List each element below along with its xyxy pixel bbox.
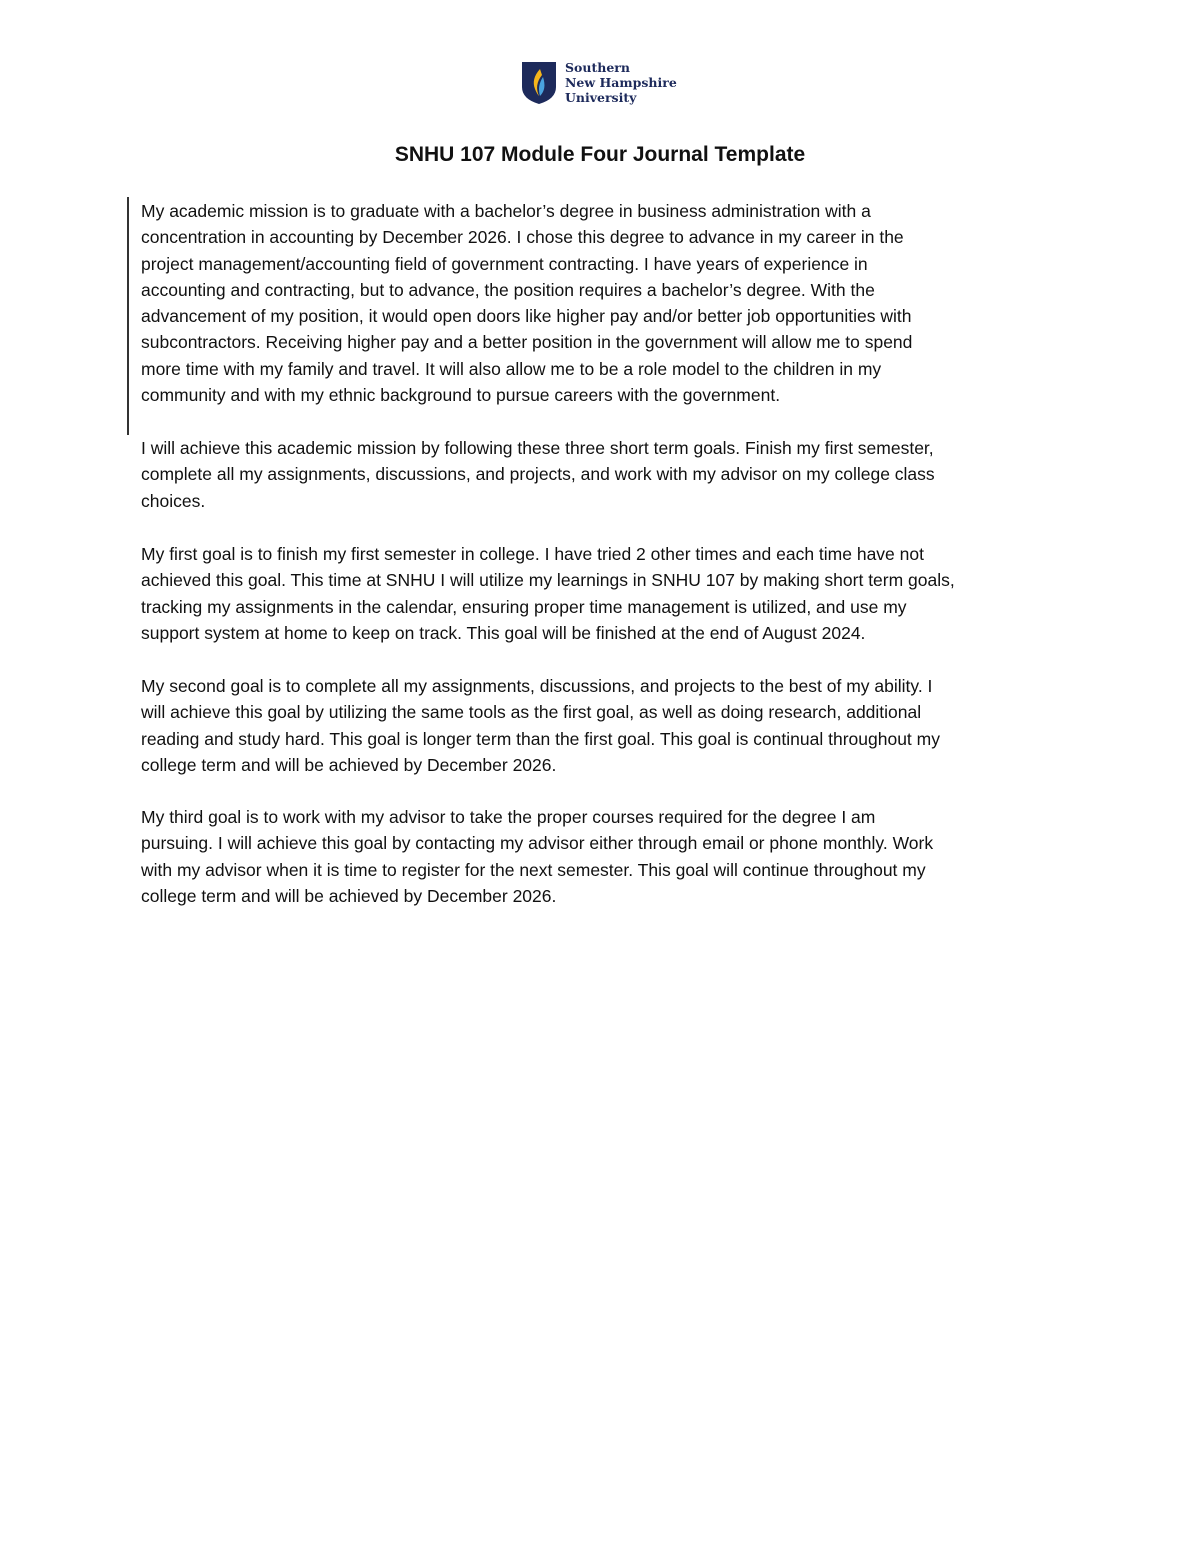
text-line: college term and will be achieved by December 2026. [141,754,557,775]
text-line: accounting and contracting, but to advance, the position requires a bachelor’s degree. With the [141,279,875,300]
text-line: choices. [141,490,206,511]
logo-line: University [565,90,637,105]
text-line: support system at home to keep on track. This goal will be finished at the end of August 2024. [141,622,866,643]
document-title: SNHU 107 Module Four Journal Template [394,143,806,166]
logo-line: Southern [565,60,630,75]
text-line: My academic mission is to graduate with a bachelor’s degree in business administration with a [141,201,871,221]
paragraph-short-term-goals [141,435,935,514]
shield-flame-icon [521,61,557,105]
logo-line: New Hampshire [565,75,677,90]
text-line: pursuing. I will achieve this goal by contacting my advisor either through email or phone monthly. Work [141,833,934,854]
paragraph-second-goal [141,673,940,778]
paragraph-first-goal [141,541,955,646]
text-line: with my advisor when it is time to register for the next semester. This goal will continue throughout my [141,859,926,880]
paragraph-third-goal [141,804,933,909]
text-line: community and with my ethnic background to pursue careers with the government. [141,385,781,406]
text-line: complete all my assignments, discussions, and projects, and work with my advisor on my college class [141,464,935,485]
text-line: My third goal is to work with my advisor to take the proper courses required for the degree I am [141,807,876,827]
text-line: concentration in accounting by December 2026. I chose this degree to advance in my career in the [141,227,904,248]
text-line: subcontractors. Receiving higher pay and a better position in the government will allow me to spend [141,332,913,353]
text-line: project management/accounting field of government contracting. I have years of experience in [141,253,868,274]
text-line: college term and will be achieved by December 2026. [141,885,557,906]
text-line: reading and study hard. This goal is longer term than the first goal. This goal is continual throughout my [141,728,940,749]
text-line: advancement of my position, it would open doors like higher pay and/or better job opportunities with [141,306,912,327]
text-line: tracking my assignments in the calendar, ensuring proper time management is utilized, and use my [141,596,907,617]
text-line: My second goal is to complete all my assignments, discussions, and projects to the best of my ability. I [141,676,933,696]
text-line: will achieve this goal by utilizing the same tools as the first goal, as well as doing research, additional [141,702,922,723]
text-line: My first goal is to finish my first semester in college. I have tried 2 other times and each time have not [141,544,924,564]
snhu-logo [521,60,677,105]
paragraph-mission [141,198,912,408]
text-line: more time with my family and travel. It will also allow me to be a role model to the children in my [141,358,882,379]
text-line: achieved this goal. This time at SNHU I will utilize my learnings in SNHU 107 by making short term goals, [141,570,955,591]
logo-wordmark [565,60,677,105]
change-bar [127,197,129,435]
text-line: I will achieve this academic mission by following these three short term goals. Finish my first semester, [141,438,934,458]
